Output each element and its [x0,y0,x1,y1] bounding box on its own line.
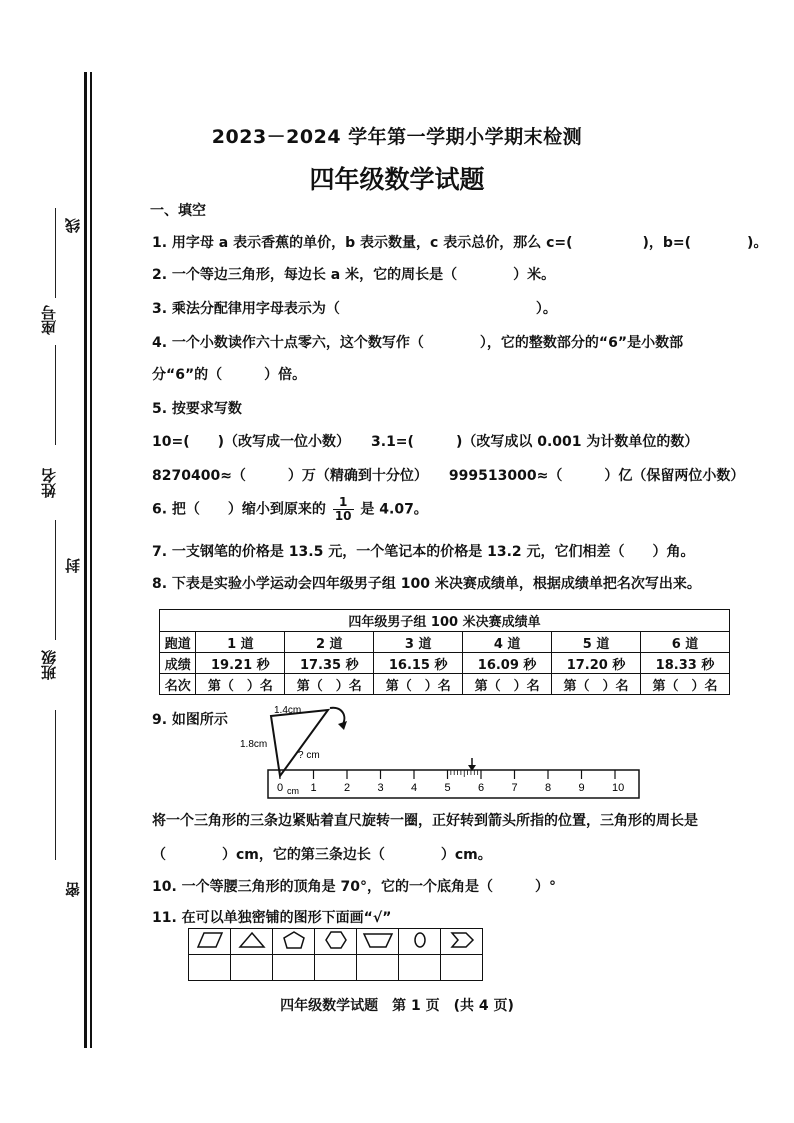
seat-blank [55,208,56,298]
pentagon-icon [280,930,308,950]
ruler-tick-label: 6 [478,782,485,794]
parallelogram-icon [196,930,224,950]
shape-cell [189,929,231,955]
name-blank [55,345,56,445]
table-header-cell: 2 道 [285,632,374,653]
table-cell: 17.35 秒 [285,653,374,674]
table-cell: 18.33 秒 [641,653,730,674]
results-table [159,609,730,695]
rotation-arrowhead-icon [338,721,347,730]
answer-cell[interactable] [231,955,273,981]
table-cell: 16.15 秒 [374,653,463,674]
question-5: 5. 按要求写数 [152,401,242,417]
side-label-unknown: ? cm [298,750,320,761]
shape-cell [399,929,441,955]
binding-rule-thick [84,72,87,1048]
triangle-icon [238,930,266,950]
question-3: 3. 乘法分配律用字母表示为（ ）。 [152,301,557,317]
table-row-label: 成绩 [160,653,196,674]
ruler-tick-label: 10 [612,782,625,794]
rank-answer-cell[interactable]: 第（ ）名 [196,674,285,695]
fraction-denominator: 10 [334,509,352,523]
question-6-suffix: 是 4.07。 [360,501,428,518]
question-11: 11. 在可以单独密铺的图形下面画“√” [152,910,392,926]
question-9-text-line2: （ ）cm，它的第三条边长（ ）cm。 [152,847,492,863]
shape-cell [315,929,357,955]
table-row [160,632,730,653]
rank-answer-cell[interactable]: 第（ ）名 [552,674,641,695]
table-header-cell: 3 道 [374,632,463,653]
question-7: 7. 一支钢笔的价格是 13.5 元，一个笔记本的价格是 13.2 元，它们相差（ ）角。 [152,544,695,560]
section-heading-fill-blank: 一、填空 [150,203,206,219]
table-header-cell: 1 道 [196,632,285,653]
question-5-part-a: 10=( )（改写成一位小数） 3.1=( )（改写成以 0.001 为计数单位的数） [152,434,699,450]
name-label: 姓名 [40,468,58,498]
binding-rule-thin [90,72,92,1048]
rank-answer-cell[interactable]: 第（ ）名 [374,674,463,695]
ruler-tick-label: 1 [310,782,317,794]
shape-cell [357,929,399,955]
tessellation-shape-table [188,928,483,981]
question-2: 2. 一个等边三角形，每边长 a 米，它的周长是（ ）米。 [152,267,556,283]
answer-cell[interactable] [399,955,441,981]
hexagon-icon [322,930,350,950]
table-row-label: 名次 [160,674,196,695]
table-row [189,955,483,981]
triangle-shape [271,710,328,776]
table-row [160,674,730,695]
shape-cell [441,929,483,955]
page-footer: 四年级数学试题 第 1 页 (共 4 页) [280,998,514,1014]
ruler-tick-label: 3 [377,782,384,794]
side-label-top: 1.4cm [274,705,302,716]
results-table-caption: 四年级男子组 100 米决赛成绩单 [160,610,730,632]
table-header-cell: 4 道 [463,632,552,653]
class-blank [55,520,56,640]
question-10: 10. 一个等腰三角形的顶角是 70°，它的一个底角是（ ）° [152,879,557,895]
table-cell: 16.09 秒 [463,653,552,674]
trapezoid-icon [362,930,394,950]
fraction-numerator: 1 [333,496,354,510]
binding-rule-lower [55,710,56,860]
answer-cell[interactable] [189,955,231,981]
rank-answer-cell[interactable]: 第（ ）名 [285,674,374,695]
question-9: 9. 如图所示 [152,712,228,728]
ruler-ticks [277,770,624,794]
question-8: 8. 下表是实验小学运动会四年级男子组 100 米决赛成绩单，根据成绩单把名次写出来。 [152,576,701,592]
ruler-tick-label: 9 [578,782,585,794]
question-9-text-line1: 将一个三角形的三条边紧贴着直尺旋转一圈，正好转到箭头所指的位置，三角形的周长是 [152,813,698,829]
rank-answer-cell[interactable]: 第（ ）名 [463,674,552,695]
chevron-pentagon-icon [448,930,476,950]
table-row [189,929,483,955]
table-header-cell: 跑道 [160,632,196,653]
class-label: 班级 [40,650,58,680]
secret-char: 密 [64,882,82,897]
ruler-tick-label: 2 [344,782,351,794]
oval-icon [406,930,434,950]
triangle-ruler-figure [230,700,650,805]
answer-cell[interactable] [357,955,399,981]
question-4-line1: 4. 一个小数读作六十点零六，这个数写作（ ），它的整数部分的“6”是小数部 [152,335,684,351]
table-cell: 17.20 秒 [552,653,641,674]
ruler-tick-label: 4 [411,782,418,794]
fraction-one-tenth [333,496,354,523]
shape-cell [231,929,273,955]
answer-cell[interactable] [441,955,483,981]
side-label-left: 1.8cm [240,739,268,750]
table-cell: 19.21 秒 [196,653,285,674]
table-row [160,653,730,674]
rank-answer-cell[interactable]: 第（ ）名 [641,674,730,695]
question-5-part-b: 8270400≈（ ）万（精确到十分位） 999513000≈（ ）亿（保留两位小数） [152,468,745,484]
table-header-cell: 5 道 [552,632,641,653]
ruler-tick-label: 0 [277,782,284,794]
question-6-prefix: 6. 把（ ）缩小到原来的 [152,501,326,518]
ruler-tick-label: 5 [444,782,451,794]
question-4-line2: 分“6”的（ ）倍。 [152,367,307,383]
exam-subtitle: 四年级数学试题 [309,165,485,194]
question-1: 1. 用字母 a 表示香蕉的单价，b 表示数量，c 表示总价，那么 c=( )，b=( )。 [152,235,768,251]
question-6 [152,496,428,523]
answer-cell[interactable] [315,955,357,981]
shape-cell [273,929,315,955]
ruler-tick-label: 8 [545,782,552,794]
ruler-unit: cm [287,786,299,796]
seal-char: 封 [64,558,82,573]
ruler-tick-label: 7 [511,782,518,794]
answer-cell[interactable] [273,955,315,981]
exam-title: 2023－2024 学年第一学期小学期末检测 [211,126,583,148]
table-header-cell: 6 道 [641,632,730,653]
seat-label: 座号 [40,305,58,335]
line-char: 线 [64,218,82,233]
